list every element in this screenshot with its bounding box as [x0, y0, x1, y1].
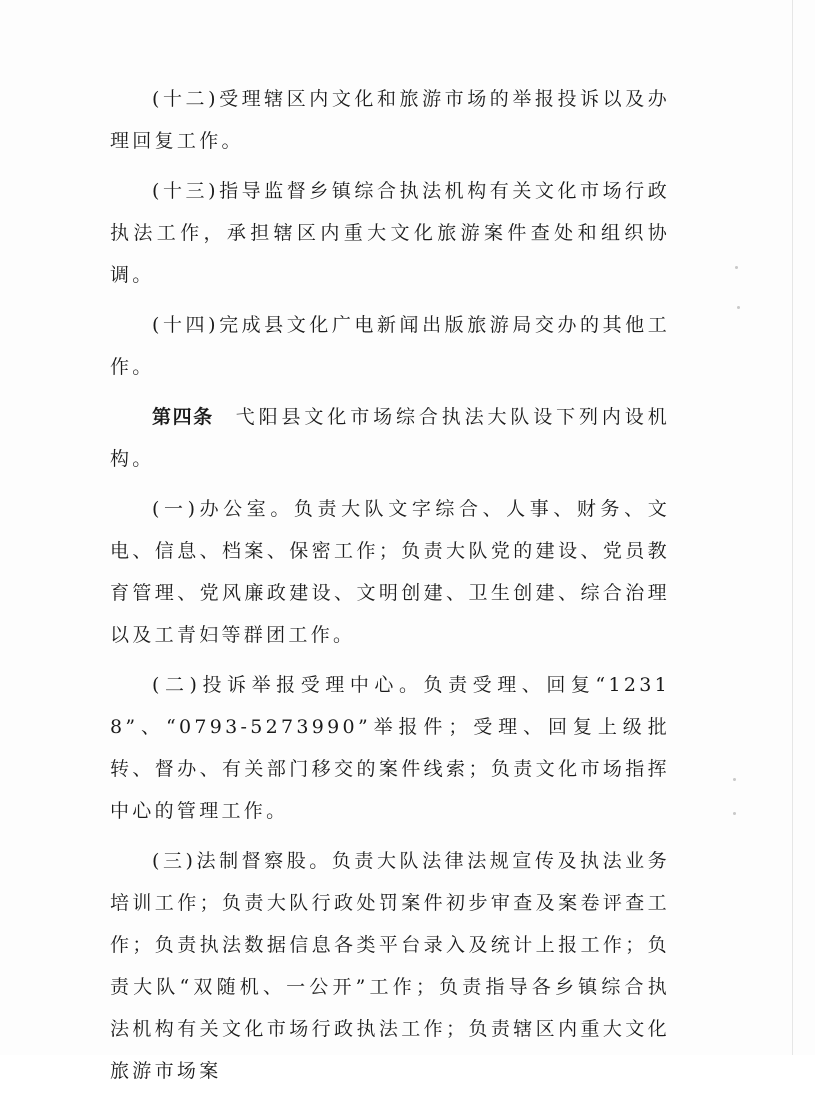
article-4-text: 弋阳县文化市场综合执法大队设下列内设机构。: [110, 406, 670, 470]
document-body: [110, 78, 670, 1100]
scan-speck: [733, 778, 736, 781]
section-legal-supervision: (三)法制督察股。负责大队法律法规宣传及执法业务培训工作；负责大队行政处罚案件初步审查及案卷评查工作；负责执法数据信息各类平台录入及统计上报工作；负责大队“双随机、一公开”工作；负责指导各乡镇综合执法机构有关文化市场行政执法工作；负责辖区内重大文化旅游市场案: [110, 850, 670, 1082]
scan-speck: [737, 306, 740, 309]
scan-edge-line: [792, 0, 793, 1055]
scan-speck: [735, 266, 738, 269]
section-complaint-center: (二)投诉举报受理中心。负责受理、回复“12318”、“0793-5273990”举报件；受理、回复上级批转、督办、有关部门移交的案件线索；负责文化市场指挥中心的管理工作。: [110, 674, 670, 822]
scan-speck: [733, 812, 736, 815]
article-4: [110, 396, 670, 480]
article-4-heading: 第四条: [152, 406, 214, 428]
section-office: (一)办公室。负责大队文字综合、人事、财务、文电、信息、档案、保密工作；负责大队党的建设、党员教育管理、党风廉政建设、文明创建、卫生创建、综合治理以及工青妇等群团工作。: [110, 498, 670, 646]
paragraph-item-13: (十三)指导监督乡镇综合执法机构有关文化市场行政执法工作，承担辖区内重大文化旅游案件查处和组织协调。: [110, 180, 670, 286]
paragraph-item-12: (十二)受理辖区内文化和旅游市场的举报投诉以及办理回复工作。: [110, 88, 670, 152]
paragraph-item-14: (十四)完成县文化广电新闻出版旅游局交办的其他工作。: [110, 314, 670, 378]
